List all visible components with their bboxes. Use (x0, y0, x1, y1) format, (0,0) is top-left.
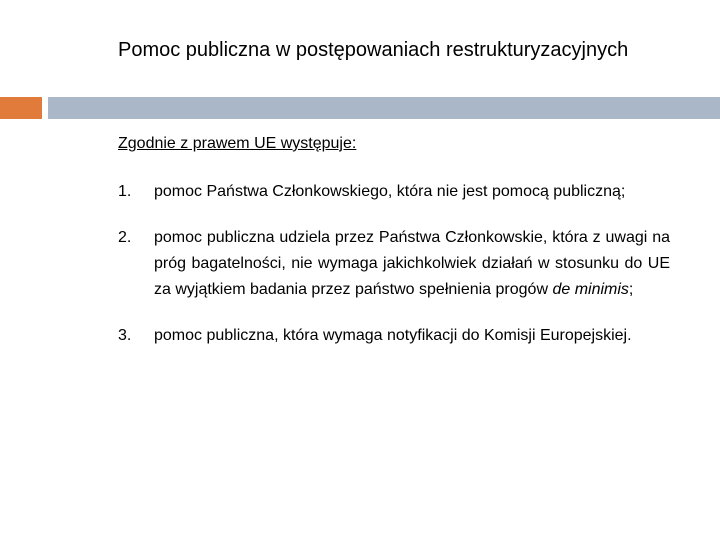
title-divider-bar (48, 97, 720, 119)
list-item-text: pomoc Państwa Członkowskiego, która nie jest pomocą publiczną; (154, 183, 626, 200)
title-accent-bar (0, 97, 42, 119)
list-item-text-italic: de minimis (552, 281, 629, 298)
list-item-text-end: ; (628, 281, 634, 298)
list-item-number: 3. (118, 327, 132, 344)
list-item-text-main: pomoc publiczna udziela przez Państwa Członkowskie, która z uwagi na próg bagatelności, nie wymaga jakichkolwiek działań w stosunku do UE za wyjątkiem badania przez państwo spełnienia progów (154, 229, 670, 298)
list-item-2 (118, 225, 670, 303)
numbered-list (118, 179, 670, 349)
list-item-1 (118, 179, 670, 205)
list-item-3 (118, 323, 670, 349)
slide-title: Pomoc publiczna w postępowaniach restrukturyzacyjnych (118, 39, 629, 61)
slide-body (118, 131, 670, 369)
list-item-number: 2. (118, 229, 132, 246)
list-item-text: pomoc publiczna, która wymaga notyfikacji do Komisji Europejskiej. (154, 327, 632, 344)
list-item-number: 1. (118, 183, 132, 200)
list-item-text (154, 229, 670, 298)
intro-text: Zgodnie z prawem UE występuje: (118, 135, 357, 152)
